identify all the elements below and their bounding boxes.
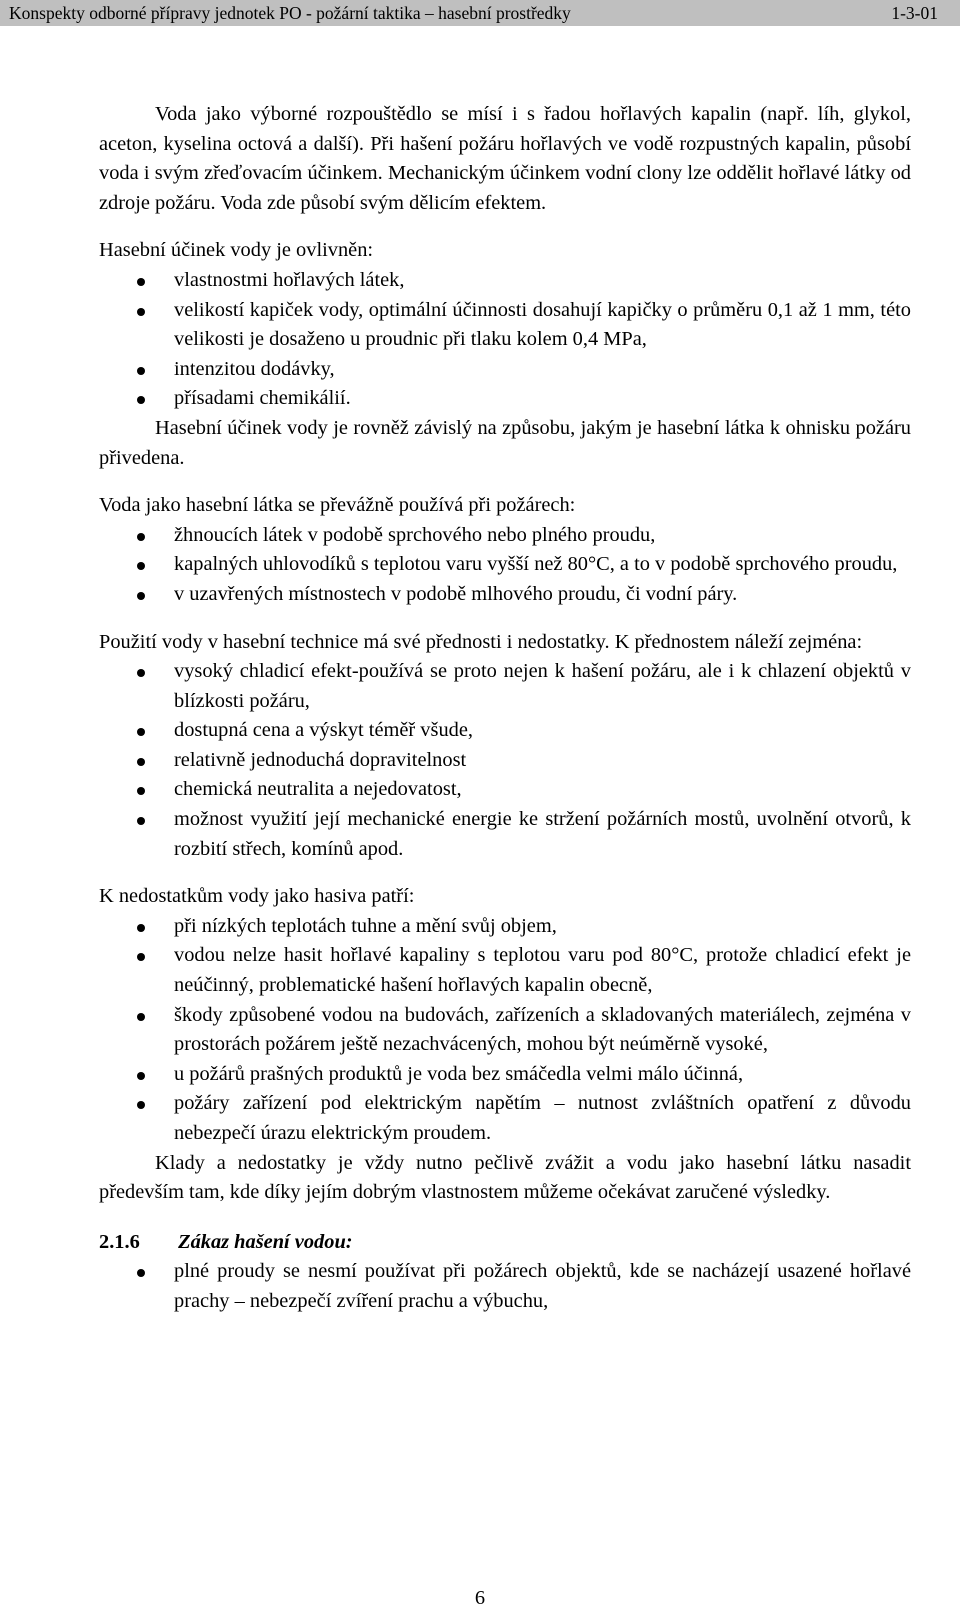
paragraph-disadvantages-intro: K nedostatkům vody jako hasiva patří: [99, 885, 415, 908]
list-item: možnost využití její mechanické energie ke stržení požárních mostů, uvolnění otvorů, k rozbití střech, komínů apod. [99, 805, 911, 864]
list-item: žhnoucích látek v podobě sprchového nebo plného proudu, [99, 521, 911, 551]
section-heading [99, 1228, 911, 1258]
disadvantages-list [99, 912, 911, 1149]
list-item: intenzitou dodávky, [99, 355, 911, 385]
paragraph-effect-method: Hasební účinek vody je rovněž závislý na způsobu, jakým je hasební látka k ohnisku požáru přivedena. [99, 416, 911, 469]
advantages-list [99, 657, 911, 864]
header-title: Konspekty odborné přípravy jednotek PO - požární taktika – hasební prostředky [9, 3, 571, 23]
list-item: přísadami chemikálií. [99, 384, 911, 414]
page-header [0, 0, 960, 26]
section-number: 2.1.6 [99, 1230, 140, 1253]
effect-factors-list [99, 266, 911, 414]
paragraph-usage-intro: Voda jako hasební látka se převážně používá při požárech: [99, 494, 576, 517]
paragraph-effect-intro: Hasební účinek vody je ovlivněn: [99, 239, 374, 262]
list-item: kapalných uhlovodíků s teplotou varu vyšší než 80°C, a to v podobě sprchového proudu, [99, 550, 911, 580]
list-item: chemická neutralita a nejedovatost, [99, 775, 911, 805]
header-code: 1-3-01 [891, 3, 938, 23]
list-item: požáry zařízení pod elektrickým napětím – nutnost zvláštních opatření z důvodu nebezpečí úrazu elektrickým proudem. [99, 1089, 911, 1148]
paragraph-solvent: Voda jako výborné rozpouštědlo se mísí i s řadou hořlavých kapalin (např. líh, glykol, aceton, kyselina octová a další). Při hašení požáru hořlavých ve vodě rozpustných kapalin, působí voda i svým zřeďovacím účinkem. Mechanickým účinkem vodní clony lze oddělit hořlavé látky od zdroje požáru. Voda zde působí svým dělicím efektem. [99, 103, 911, 214]
list-item: dostupná cena a výskyt téměř všude, [99, 716, 911, 746]
list-item: škody způsobené vodou na budovách, zařízeních a skladovaných materiálech, zejména v prostorách požárem ještě nezachvácených, mohou být neúměrně vysoké, [99, 1001, 911, 1060]
list-item: vodou nelze hasit hořlavé kapaliny s teplotou varu pod 80°C, protože chladicí efekt je neúčinný, problematické hašení hořlavých kapalin obecně, [99, 941, 911, 1000]
paragraph-conclusion: Klady a nedostatky je vždy nutno pečlivě zvážit a vodu jako hasební látku nasadit především tam, kde díky jejím dobrým vlastnostem můžeme očekávat zaručené výsledky. [99, 1151, 911, 1204]
list-item: u požárů prašných produktů je voda bez smáčedla velmi málo účinná, [99, 1060, 911, 1090]
list-item: v uzavřených místnostech v podobě mlhového proudu, či vodní páry. [99, 580, 911, 610]
list-item: vysoký chladicí efekt-používá se proto nejen k hašení požáru, ale i k chlazení objektů v blízkosti požáru, [99, 657, 911, 716]
document-body [99, 100, 911, 1317]
list-item: velikostí kapiček vody, optimální účinnosti dosahují kapičky o průměru 0,1 až 1 mm, této velikosti je dosaženo u proudnic při tlaku kolem 0,4 MPa, [99, 296, 911, 355]
section-title: Zákaz hašení vodou: [178, 1230, 353, 1253]
list-item: při nízkých teplotách tuhne a mění svůj objem, [99, 912, 911, 942]
paragraph-advantages-intro: Použití vody v hasební technice má své přednosti i nedostatky. K přednostem náleží zejména: [99, 630, 863, 653]
list-item: relativně jednoduchá dopravitelnost [99, 746, 911, 776]
prohibition-list [99, 1257, 911, 1316]
list-item: vlastnostmi hořlavých látek, [99, 266, 911, 296]
list-item: plné proudy se nesmí používat při požárech objektů, kde se nacházejí usazené hořlavé prachy – nebezpečí zvíření prachu a výbuchu, [99, 1257, 911, 1316]
page-number: 6 [474, 1587, 486, 1609]
usage-list [99, 521, 911, 610]
